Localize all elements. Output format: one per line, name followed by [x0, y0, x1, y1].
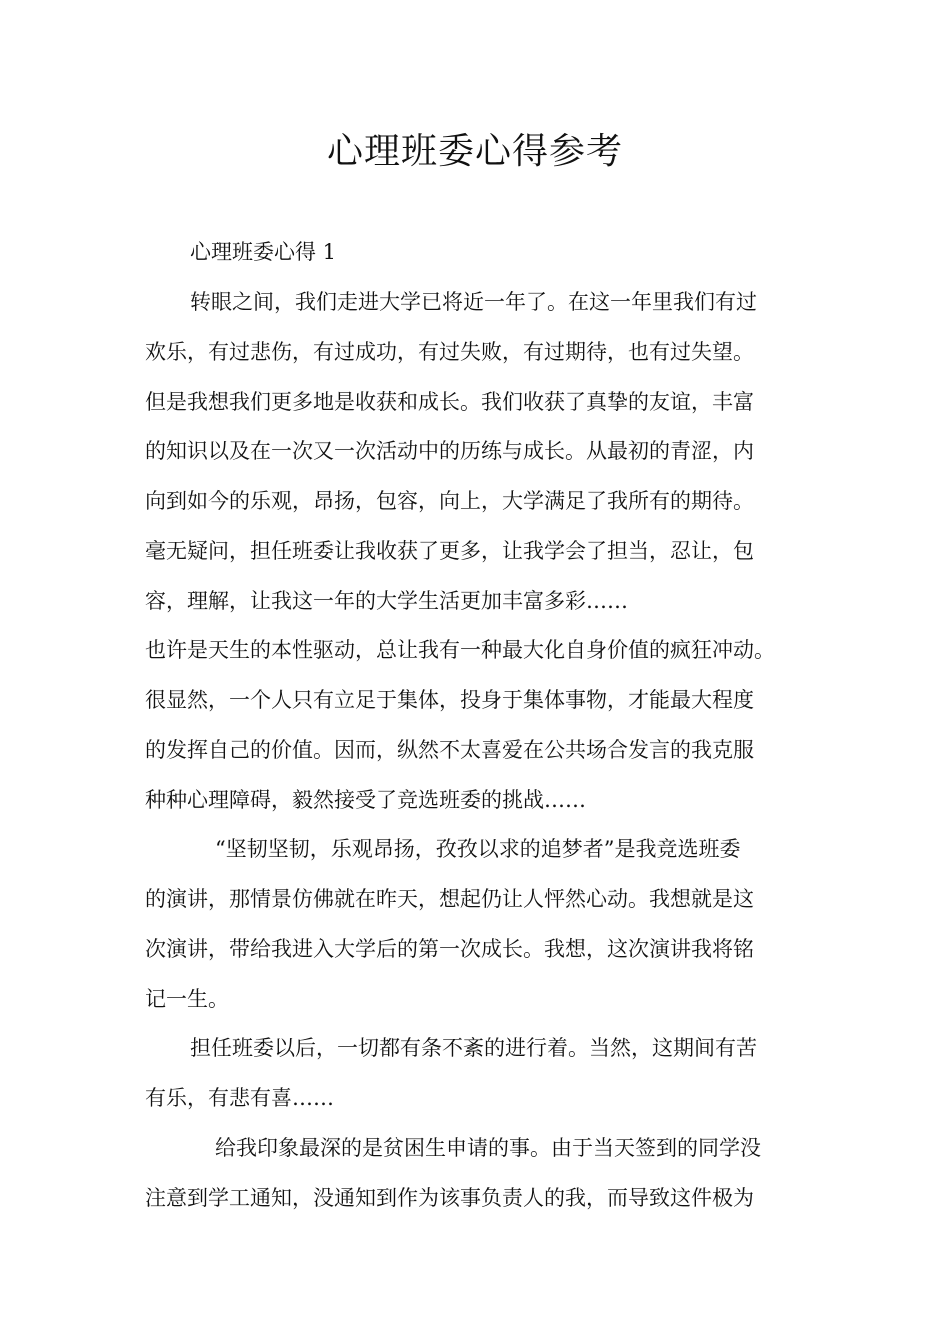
paragraph-line: 向到如今的乐观，昂扬，包容，向上，大学满足了我所有的期待。: [145, 489, 754, 513]
paragraph-line: 容，理解，让我这一年的大学生活更加丰富多彩……: [145, 589, 628, 613]
paragraph-line: “坚韧坚韧，乐观昂扬，孜孜以求的追梦者”是我竞选班委: [215, 837, 741, 861]
paragraph-line: 的知识以及在一次又一次活动中的历练与成长。从最初的青涩，内: [145, 439, 754, 463]
paragraph-line: 的发挥自己的价值。因而，纵然不太喜爱在公共场合发言的我克服: [145, 738, 754, 762]
paragraph-line: 种种心理障碍，毅然接受了竞选班委的挑战……: [145, 788, 586, 812]
paragraph-line: 转眼之间，我们走进大学已将近一年了。在这一年里我们有过: [190, 290, 757, 314]
paragraph-line: 也许是天生的本性驱动，总让我有一种最大化自身价值的疯狂冲动。: [145, 638, 775, 662]
paragraph-line: 次演讲，带给我进入大学后的第一次成长。我想，这次演讲我将铭: [145, 937, 754, 961]
paragraph-line: 担任班委以后，一切都有条不紊的进行着。当然，这期间有苦: [190, 1036, 757, 1060]
section-heading: 心理班委心得 1: [190, 240, 337, 264]
paragraph-line: 记一生。: [145, 987, 229, 1011]
paragraph-line: 的演讲，那情景仿佛就在昨天，想起仍让人怦然心动。我想就是这: [145, 887, 754, 911]
paragraph-line: 很显然，一个人只有立足于集体，投身于集体事物，才能最大程度: [145, 688, 754, 712]
paragraph-line: 有乐，有悲有喜……: [145, 1086, 334, 1110]
paragraph-line: 但是我想我们更多地是收获和成长。我们收获了真挚的友谊，丰富: [145, 390, 754, 414]
paragraph-line: 给我印象最深的是贫困生申请的事。由于当天签到的同学没: [215, 1136, 761, 1160]
paragraph-line: 欢乐，有过悲伤，有过成功，有过失败，有过期待，也有过失望。: [145, 340, 754, 364]
paragraph-line: 毫无疑问，担任班委让我收获了更多，让我学会了担当，忍让，包: [145, 539, 754, 563]
document-title: 心理班委心得参考: [326, 131, 623, 172]
paragraph-line: 注意到学工通知，没通知到作为该事负责人的我，而导致这件极为: [145, 1186, 754, 1210]
